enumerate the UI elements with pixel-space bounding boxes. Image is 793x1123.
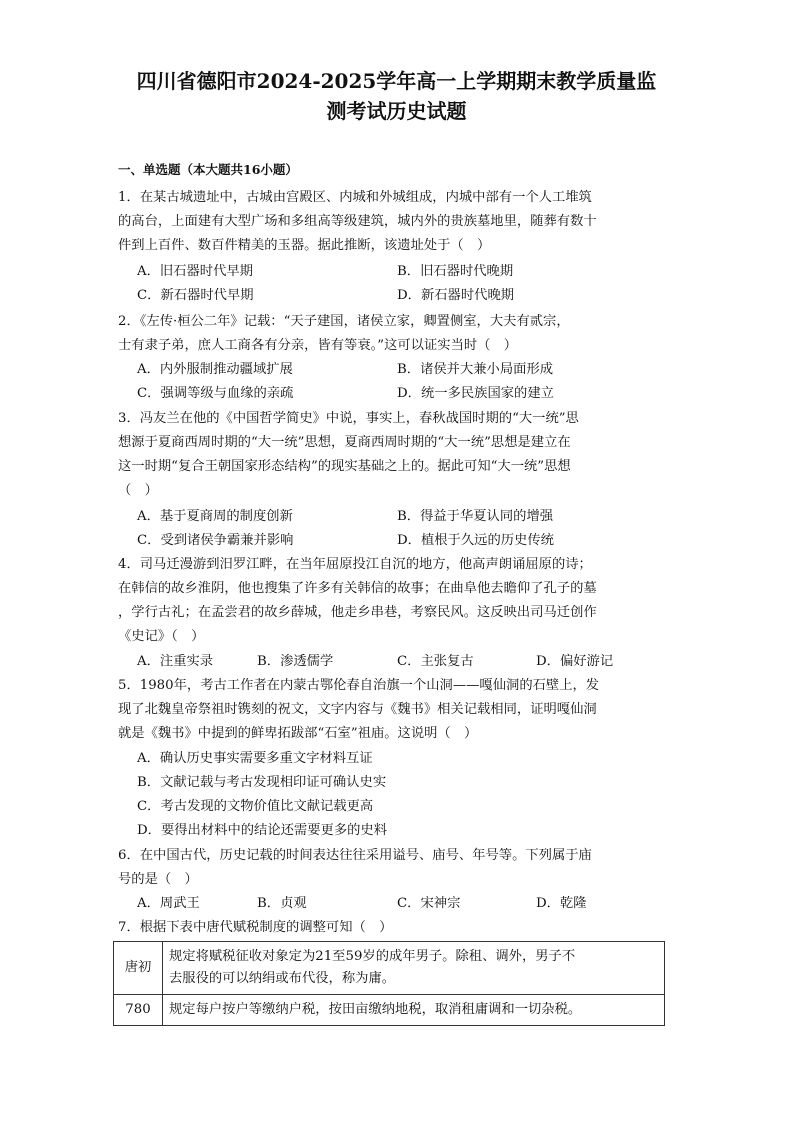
q3-line-3: 这一时期“复合王朝国家形态结构”的现实基础之上的。据此可知“大一统”思想 [118,459,571,474]
q6-option-c[interactable]: C．宋神宗 [397,896,461,911]
q5-line-2: 现了北魏皇帝祭祖时镌刻的祝文，文字内容与《魏书》相关记载相同，证明嘎仙洞 [118,702,597,717]
section-heading: 一、单选题（本大题共16小题） [118,162,298,177]
q3-option-b[interactable]: B．得益于华夏认同的增强 [397,509,554,524]
q1-option-a[interactable]: A．旧石器时代早期 [137,264,253,279]
q3-line-4: （ ） [118,483,158,498]
tax-system-table [113,941,665,1026]
table-cell-content [163,995,665,1026]
q4-option-b[interactable]: B．渗透儒学 [257,654,334,669]
q4-line-1: 4．司马迁漫游到汨罗江畔，在当年屈原投江自沉的地方，他高声朗诵屈原的诗； [118,557,592,572]
q3-option-d[interactable]: D．植根于久远的历史传统 [397,533,554,548]
table-cell-period: 唐初 [114,942,163,995]
q6-line-1: 6．在中国古代，历史记载的时间表达往往采用谥号、庙号、年号等。下列属于庙 [118,848,592,863]
q2-option-c[interactable]: C．强调等级与血缘的亲疏 [137,386,294,401]
exam-title-line-2: 测考试历史试题 [326,99,467,123]
q3-option-c[interactable]: C．受到诸侯争霸兼并影响 [137,533,294,548]
q5-option-c[interactable]: C．考古发现的文物价值比文献记载更高 [137,799,374,814]
q6-option-a[interactable]: A．周武王 [137,896,200,911]
q1-line-1: 1．在某古城遗址中，古城由宫殿区、内城和外城组成，内城中部有一个人工堆筑 [118,190,592,205]
q1-option-c[interactable]: C．新石器时代早期 [137,288,254,303]
table-cell-line: 规定将赋税征收对象定为21至59岁的成年男子。除租、调外，男子不 [169,949,576,964]
q1-line-3: 件到上百件、数百件精美的玉器。据此推断，该遗址处于（ ） [118,238,491,253]
q4-line-4: 《史记》（ ） [118,629,205,644]
q4-line-3: ，学行古礼；在孟尝君的故乡薛城，他走乡串巷，考察民风。这反映出司马迁创作 [118,605,597,620]
q7-line-1: 7．根据下表中唐代赋税制度的调整可知（ ） [118,920,393,935]
q3-line-2: 想源于夏商西周时期的“大一统”思想，夏商西周时期的“大一统”思想是建立在 [118,435,571,450]
q1-option-b[interactable]: B．旧石器时代晚期 [397,264,514,279]
exam-title-line-1: 四川省德阳市2024-2025学年高一上学期期末教学质量监 [136,69,657,93]
q5-option-a[interactable]: A．确认历史事实需要多重文字材料互证 [137,751,373,766]
q4-option-a[interactable]: A．注重实录 [137,654,214,669]
q6-line-2: 号的是（ ） [118,872,198,887]
q5-line-1: 5．1980年，考古工作者在内蒙古鄂伦春自治旗一个山洞——嘎仙洞的石壁上，发 [118,678,600,693]
table-row [114,995,665,1026]
q5-option-d[interactable]: D．要得出材料中的结论还需要更多的史料 [137,823,388,838]
q2-option-a[interactable]: A．内外服制推动疆域扩展 [137,362,293,377]
table-cell-line: 去服役的可以纳绢或布代役，称为庸。 [169,971,396,986]
q4-option-c[interactable]: C．主张复古 [397,654,474,669]
q6-option-b[interactable]: B．贞观 [257,896,307,911]
table-cell-line: 规定每户按户等缴纳户税，按田亩缴纳地税，取消租庸调和一切杂税。 [169,1002,582,1017]
table-cell-content [163,942,665,995]
q4-option-d[interactable]: D．偏好游记 [536,654,614,669]
q3-option-a[interactable]: A．基于夏商周的制度创新 [137,509,293,524]
q5-line-3: 就是《魏书》中提到的鲜卑拓跋部“石室”祖庙。这说明（ ） [118,726,478,741]
q4-line-2: 在韩信的故乡淮阴，他也搜集了许多有关韩信的故事；在曲阜他去瞻仰了孔子的墓 [118,581,597,596]
q2-option-b[interactable]: B．诸侯并大兼小局面形成 [397,362,554,377]
q3-line-1: 3．冯友兰在他的《中国哲学简史》中说，事实上，春秋战国时期的“大一统”思 [118,411,579,426]
q1-option-d[interactable]: D．新石器时代晚期 [397,288,515,303]
table-cell-period: 780 [114,995,163,1026]
q6-option-d[interactable]: D．乾隆 [536,896,587,911]
q2-line-2: 士有隶子弟，庶人工商各有分亲，皆有等衰。”这可以证实当时（ ） [118,338,518,353]
table-row [114,942,665,995]
q1-line-2: 的高台，上面建有大型广场和多组高等级建筑，城内外的贵族墓地里，随葬有数十 [118,214,597,229]
q2-option-d[interactable]: D．统一多民族国家的建立 [397,386,554,401]
q5-option-b[interactable]: B．文献记载与考古发现相印证可确认史实 [137,775,387,790]
q2-line-1: 2．《左传·桓公二年》记载：“天子建国，诸侯立家，卿置侧室，大夫有贰宗， [118,314,570,329]
